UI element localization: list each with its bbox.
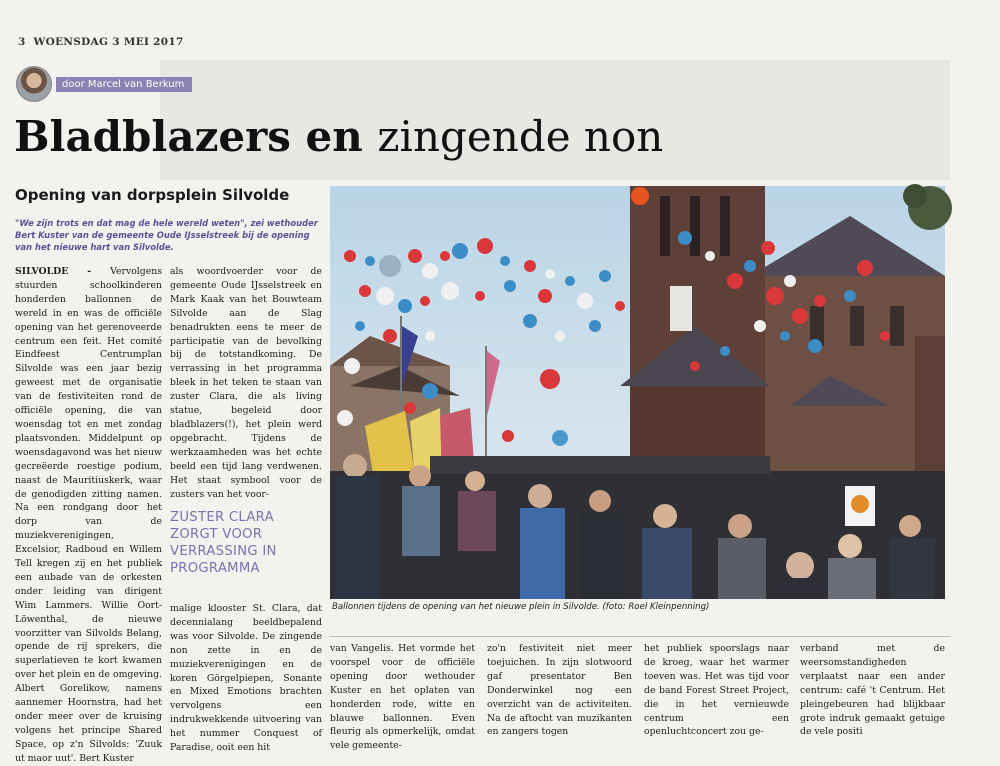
author-block: [16, 66, 192, 102]
author-avatar: [16, 66, 52, 102]
balloon-release-photo: [330, 186, 945, 599]
article-column-5: het publiek spoorslags naar de kroeg, waar het warmer toeven was. Het was tijd voor de band Forest Street Project, die in het vernieuwde centrum een openluchtconcert zou ge-: [644, 643, 789, 738]
intro-paragraph: "We zijn trots en dat mag de hele wereld weten", zei wethouder Bert Kuster van de gemeente Oude IJsselstreek bij de opening van het nieuwe hart van Silvolde.: [15, 218, 318, 253]
article-column-3: van Vangelis. Het vormde het voorspel voor de officiële opening door wethouder Kuster en het oplaten van honderden rode, witte en blauwe ballonnen. Even fleurig als opmerkelijk, omdat vele gemeente-: [330, 643, 475, 752]
article-column-2-bottom: malige klooster St. Clara, dat decennialang beeldbepalend was voor Silvolde. De zingende non zette in en de muziekverenigingen en de koren Görgelpiepen, Sonante en Mixed Emotions brachten vervolgens een indrukwekkende uitvoering van het nummer Conquest of Paradise, ooit een hit: [170, 603, 322, 754]
dateline: SILVOLDE -: [15, 266, 111, 277]
subheadline: Opening van dorpsplein Silvolde: [15, 186, 290, 204]
article-column-6: verband met de weersomstandigheden verplaatst naar een ander centrum: café 't Centrum. Het pleingebeuren had blijkbaar grote indruk gemaakt getuige de vele positi: [800, 643, 945, 738]
news-photo: [330, 186, 945, 599]
headline-regular: zingende non: [377, 112, 664, 161]
headline: [14, 112, 663, 162]
article-column-2-top: als woordvoerder voor de gemeente Oude IJsselstreek en Mark Kaak van het Bouwteam Silvolde aan de Slag benadrukten eens te meer de participatie van de bevolking bij de totstandkoming. De verrassing in het programma bleek in het teken te staan van zuster Clara, die als living statue, begeleid door bladblazers(!), het plein werd opgebracht. Tijdens de werkzaamheden was het echte beeld een tijd lang verdwenen. Het staat symbool voor de zusters van het voor-: [170, 266, 322, 500]
crowd: [330, 454, 945, 599]
masthead: [18, 36, 184, 48]
byline: door Marcel van Berkum: [56, 77, 192, 92]
photo-caption: Ballonnen tijdens de opening van het nieuwe plein in Silvolde. (foto: Roel Kleinpenning): [332, 602, 710, 612]
article-column-4: zo'n festiviteit niet meer toejuichen. In zijn slotwoord gaf presentator Ben Donderwinkel nog een overzicht van de activiteiten. Na de aftocht van muzikanten en zangers togen: [487, 643, 632, 738]
page-number: 3: [18, 36, 26, 48]
headline-bold: Bladblazers en: [14, 112, 363, 161]
issue-date: WOENSDAG 3 MEI 2017: [33, 36, 184, 48]
pull-quote: ZUSTER CLARA ZORGT VOOR VERRASSING IN PROGRAMMA: [170, 510, 277, 576]
column-divider: [330, 636, 950, 637]
column-1-text: Vervolgens stuurden schoolkinderen honderden ballonnen de wereld in en was de officiële opening van het gerenoveerde centrum een feit. Het comité Eindfeest Centrumplan Silvolde was een jaar bezig geweest met de organisatie van de festiviteiten rond de officiële opening, die van woensdag tot en met zondag plaatsvonden. Middelpunt op woensdagavond was het nieuw gecreëerde roestige podium, naast de Mauritiuskerk, waar de genodigden zitting namen. Na een rondgang door het dorp van de muziekverenigingen, Excelsior, Radboud en Willem Tell kregen zij en het publiek een aubade van de orkesten onder leiding van dirigent Wim Lammers. Willie Oort-Löwenthal, de nieuwe voorzitter van Silvolds Belang, opende de rij sprekers, die superlatieven te kort kwamen over het plein en de omgeving. Albert Gorelikow, namens aannemer Hoornstra, had het onder meer over de kruising volgens het principe Shared Space, op z'n Silvolds: 'Zuuk ut maor uut'. Bert Kuster: [15, 266, 162, 764]
article-column-1: [15, 265, 162, 766]
